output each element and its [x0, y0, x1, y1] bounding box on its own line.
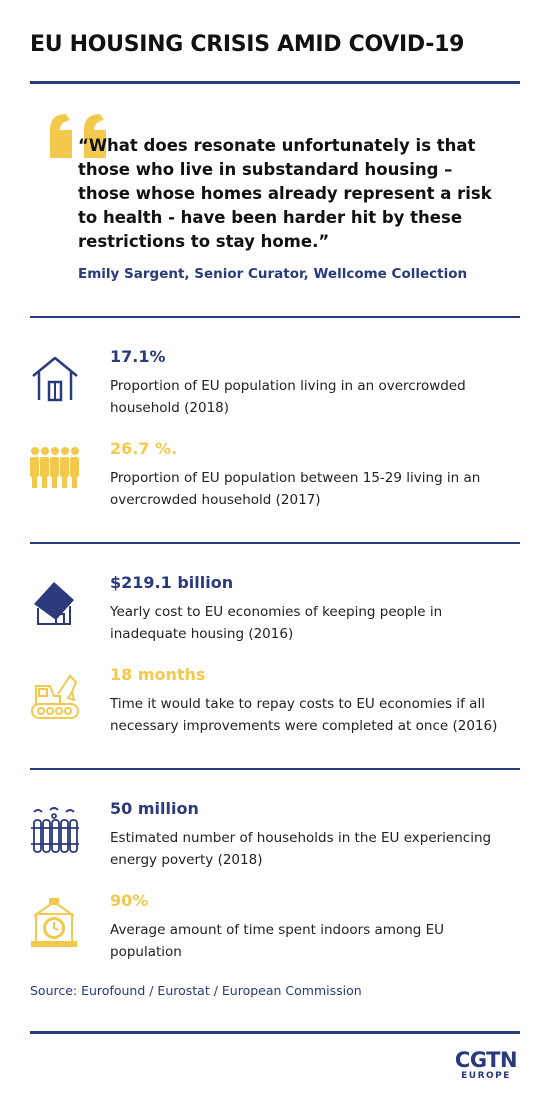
clock-house-icon: [30, 898, 80, 948]
house-outline-icon: [30, 354, 80, 404]
logo-sub: EUROPE: [461, 1071, 511, 1081]
stat-time-indoors: [110, 891, 520, 963]
people-group-icon: [30, 444, 80, 494]
house-tilted-icon: [30, 580, 80, 630]
stat-description: Proportion of EU population living in an overcrowded household (2018): [110, 378, 466, 416]
divider: [30, 768, 520, 770]
stat-description: Estimated number of households in the EU experiencing energy poverty (2018): [110, 830, 492, 868]
stat-description: Average amount of time spent indoors among EU population: [110, 922, 445, 960]
divider: [30, 316, 520, 318]
stat-value: 17.1%: [110, 347, 166, 366]
divider: [30, 81, 520, 84]
radiator-icon: [30, 806, 80, 856]
logo-main: CGTN: [454, 1048, 518, 1072]
excavator-icon: [30, 672, 80, 722]
stat-youth-overcrowded: [110, 439, 520, 511]
quote-text: “What does resonate unfortunately is that those who live in substandard housing – those whose homes already represent a risk to health - have been harder hit by these restrictions to stay home.”: [78, 136, 492, 251]
stat-overcrowded: [110, 347, 520, 419]
divider: [30, 1031, 520, 1034]
stat-value: 18 months: [110, 665, 206, 684]
stat-description: Proportion of EU population between 15-29 living in an overcrowded household (2017): [110, 470, 481, 508]
stat-value: $219.1 billion: [110, 573, 234, 592]
cgtn-logo: [450, 1049, 522, 1081]
stat-yearly-cost: [110, 573, 520, 645]
stat-value: 26.7 %.: [110, 439, 178, 458]
source-note: Source: Eurofound / Eurostat / European Commission: [30, 983, 362, 998]
stat-repay-time: [110, 665, 520, 737]
stat-description: Time it would take to repay costs to EU economies if all necessary improvements were completed at once (2016): [110, 696, 498, 734]
stat-description: Yearly cost to EU economies of keeping people in inadequate housing (2016): [110, 604, 443, 642]
quote-attribution: Emily Sargent, Senior Curator, Wellcome Collection: [78, 266, 468, 282]
page-title: EU HOUSING CRISIS AMID COVID-19: [30, 32, 465, 57]
stat-value: 50 million: [110, 799, 199, 818]
stat-energy-poverty: [110, 799, 520, 871]
divider: [30, 542, 520, 544]
stat-value: 90%: [110, 891, 149, 910]
